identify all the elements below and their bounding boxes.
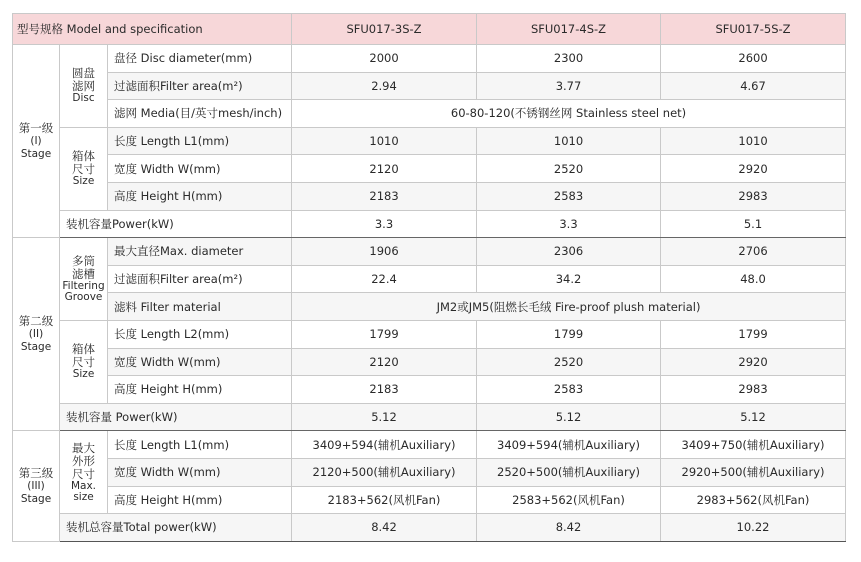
- table-row: [13, 486, 846, 514]
- max-size-cn-3: 尺寸: [72, 466, 95, 481]
- row-label: 长度 Length L2(mm): [108, 320, 292, 348]
- row-label: 长度 Length L1(mm): [108, 431, 292, 459]
- cell-value: 4.67: [661, 72, 846, 100]
- table-row: [13, 45, 846, 73]
- cell-value: 34.2: [477, 265, 661, 293]
- cell-value: 2583: [477, 376, 661, 404]
- stage-2-label: [13, 238, 60, 431]
- cell-value: 2183: [292, 376, 477, 404]
- box-en: Size: [72, 175, 95, 188]
- cell-value: 2000: [292, 45, 477, 73]
- box-cn-1: 箱体: [72, 149, 95, 164]
- stage-3-en: Stage: [20, 492, 52, 505]
- row-label: 过滤面积Filter area(m²): [108, 265, 292, 293]
- max-size-label: [60, 431, 108, 514]
- row-label: 高度 Height H(mm): [108, 486, 292, 514]
- disc-label: [60, 45, 108, 128]
- header-row: [13, 14, 846, 45]
- groove-label: [60, 238, 108, 321]
- row-label: 最大直径Max. diameter: [108, 238, 292, 266]
- table-row: [13, 348, 846, 376]
- cell-value: 10.22: [661, 514, 846, 542]
- table-row: [13, 210, 846, 238]
- cell-value: 2520: [477, 155, 661, 183]
- cell-value: 5.12: [661, 403, 846, 431]
- cell-value: 5.1: [661, 210, 846, 238]
- max-size-en-1: Max.: [70, 479, 97, 492]
- media-value: 60-80-120(不锈钢丝网 Stainless steel net): [292, 100, 846, 128]
- cell-value: 2306: [477, 238, 661, 266]
- cell-value: 22.4: [292, 265, 477, 293]
- box-cn-2: 尺寸: [72, 355, 95, 370]
- cell-value: 3409+594(辅机Auxiliary): [292, 431, 477, 459]
- table-row: [13, 458, 846, 486]
- cell-value: 2.94: [292, 72, 477, 100]
- row-label: 装机总容量Total power(kW): [60, 514, 292, 542]
- box-cn-2: 尺寸: [72, 162, 95, 177]
- table-row: [13, 265, 846, 293]
- table-row: [13, 376, 846, 404]
- row-label: 高度 Height H(mm): [108, 376, 292, 404]
- cell-value: 1010: [477, 127, 661, 155]
- cell-value: 2183: [292, 182, 477, 210]
- cell-value: 1799: [661, 320, 846, 348]
- cell-value: 3.3: [477, 210, 661, 238]
- box-size-label: [60, 320, 108, 403]
- box-size-label: [60, 127, 108, 210]
- table-row: [13, 238, 846, 266]
- max-size-cn-1: 最大: [72, 440, 95, 455]
- cell-value: 1799: [477, 320, 661, 348]
- row-label: 宽度 Width W(mm): [108, 155, 292, 183]
- cell-value: 8.42: [292, 514, 477, 542]
- model-header-3: SFU017-5S-Z: [661, 14, 846, 45]
- model-header-2: SFU017-4S-Z: [477, 14, 661, 45]
- stage-3-label: [13, 431, 60, 541]
- cell-value: 2983: [661, 376, 846, 404]
- cell-value: 2520: [477, 348, 661, 376]
- table-row: [13, 293, 846, 321]
- header-label: 型号规格 Model and specification: [13, 14, 292, 45]
- row-label: 宽度 Width W(mm): [108, 458, 292, 486]
- stage-1-label: [13, 45, 60, 238]
- row-label: 滤网 Media(目/英寸mesh/inch): [108, 100, 292, 128]
- stage-2-en: Stage: [20, 340, 52, 353]
- cell-value: 3409+594(辅机Auxiliary): [477, 431, 661, 459]
- groove-cn-1: 多筒: [72, 254, 95, 269]
- table-row: [13, 155, 846, 183]
- disc-en: Disc: [72, 92, 95, 105]
- cell-value: 1010: [292, 127, 477, 155]
- cell-value: 2520+500(辅机Auxiliary): [477, 458, 661, 486]
- stage-3-num: (III): [27, 479, 45, 492]
- table-row: [13, 431, 846, 459]
- stage-2-cn: 第二级: [18, 313, 54, 328]
- row-label: 高度 Height H(mm): [108, 182, 292, 210]
- groove-en-2: Groove: [64, 291, 103, 304]
- cell-value: 5.12: [477, 403, 661, 431]
- groove-cn-2: 滤槽: [72, 267, 95, 282]
- cell-value: 3.3: [292, 210, 477, 238]
- row-label: 宽度 Width W(mm): [108, 348, 292, 376]
- stage-1-cn: 第一级: [18, 120, 54, 135]
- row-label: 长度 Length L1(mm): [108, 127, 292, 155]
- cell-value: 2920: [661, 348, 846, 376]
- cell-value: 2120: [292, 155, 477, 183]
- stage-2-num: (II): [28, 327, 44, 340]
- table-row: [13, 100, 846, 128]
- cell-value: 2600: [661, 45, 846, 73]
- cell-value: 2120+500(辅机Auxiliary): [292, 458, 477, 486]
- groove-en-1: Filtering: [62, 280, 105, 293]
- disc-cn-2: 滤网: [72, 79, 95, 94]
- cell-value: 2983: [661, 182, 846, 210]
- cell-value: 3409+750(辅机Auxiliary): [661, 431, 846, 459]
- cell-value: 2706: [661, 238, 846, 266]
- row-label: 过滤面积Filter area(m²): [108, 72, 292, 100]
- cell-value: 2983+562(风机Fan): [661, 486, 846, 514]
- table-row: [13, 514, 846, 542]
- spec-table: [12, 13, 846, 542]
- stage-1-en: Stage: [20, 147, 52, 160]
- max-size-en-2: size: [73, 490, 94, 503]
- table-row: [13, 72, 846, 100]
- table-row: [13, 403, 846, 431]
- model-header-1: SFU017-3S-Z: [292, 14, 477, 45]
- cell-value: 5.12: [292, 403, 477, 431]
- cell-value: 2920: [661, 155, 846, 183]
- cell-value: 1799: [292, 320, 477, 348]
- cell-value: 2583+562(风机Fan): [477, 486, 661, 514]
- table-row: [13, 127, 846, 155]
- cell-value: 8.42: [477, 514, 661, 542]
- cell-value: 1010: [661, 127, 846, 155]
- box-en: Size: [72, 368, 95, 381]
- cell-value: 2583: [477, 182, 661, 210]
- cell-value: 48.0: [661, 265, 846, 293]
- filter-material-value: JM2或JM5(阻燃长毛绒 Fire-proof plush material): [292, 293, 846, 321]
- stage-1-num: (I): [30, 134, 42, 147]
- table-row: [13, 182, 846, 210]
- cell-value: 1906: [292, 238, 477, 266]
- row-label: 装机容量 Power(kW): [60, 403, 292, 431]
- cell-value: 2183+562(风机Fan): [292, 486, 477, 514]
- row-label: 装机容量Power(kW): [60, 210, 292, 238]
- row-label: 滤料 Filter material: [108, 293, 292, 321]
- cell-value: 3.77: [477, 72, 661, 100]
- max-size-cn-2: 外形: [72, 453, 95, 468]
- table-row: [13, 320, 846, 348]
- stage-3-cn: 第三级: [18, 465, 54, 480]
- disc-cn-1: 圆盘: [72, 66, 95, 81]
- cell-value: 2920+500(辅机Auxiliary): [661, 458, 846, 486]
- row-label: 盘径 Disc diameter(mm): [108, 45, 292, 73]
- cell-value: 2120: [292, 348, 477, 376]
- box-cn-1: 箱体: [72, 342, 95, 357]
- cell-value: 2300: [477, 45, 661, 73]
